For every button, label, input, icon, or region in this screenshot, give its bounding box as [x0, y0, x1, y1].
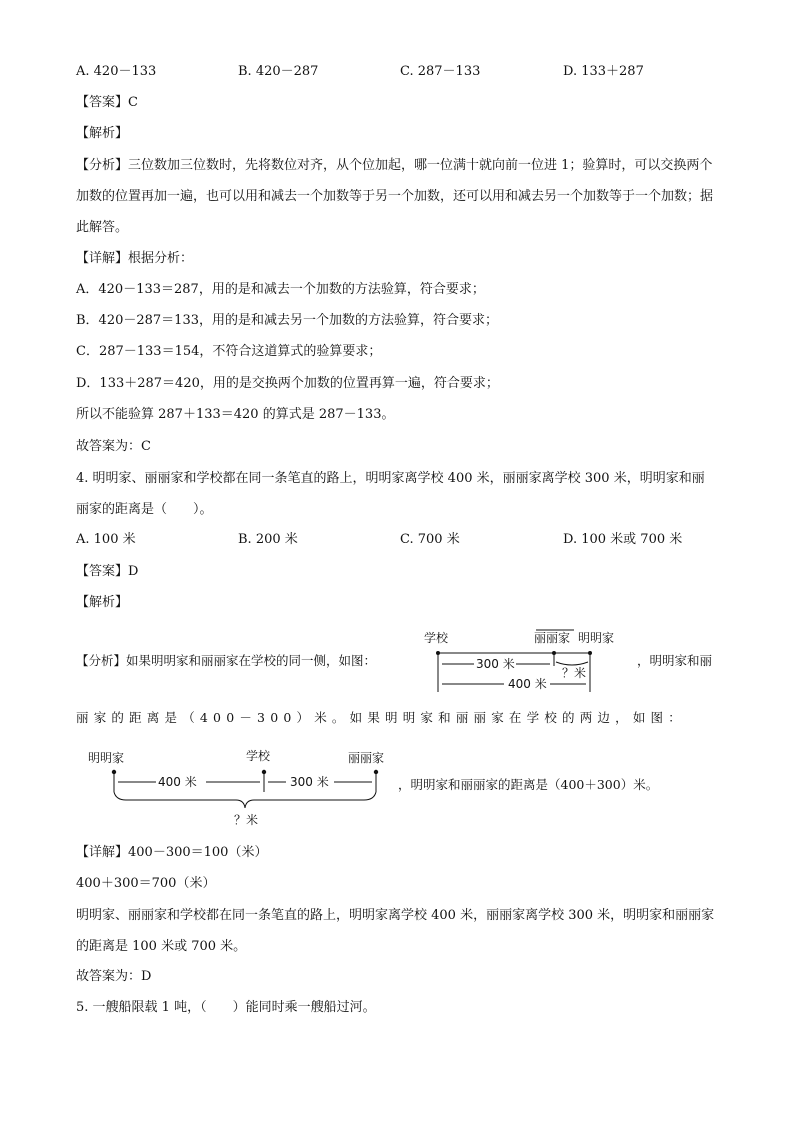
q3-detail-conclusion: 所以不能验算 287＋133＝420 的算式是 287－133。: [76, 407, 395, 422]
opposite-sides-diagram: [86, 740, 396, 830]
diagram1-seg-300: 300 米: [476, 657, 515, 671]
q4-analysis-label: 【解析】: [76, 595, 129, 610]
diagram2-brace: [114, 792, 376, 808]
q3-option-d: D. 133＋287: [563, 64, 644, 79]
diagram1-seg-q: ？米: [562, 666, 587, 680]
diagram1-seg-400: 400 米: [508, 677, 547, 691]
diagram2-seg-q: ？米: [234, 813, 259, 827]
q3-fenxi: 【分析】三位数加三位数时，先将数位对齐，从个位加起，哪一位满十就向前一位进 1；验算时，可以交换两个加数的位置再加一遍，也可以用和减去一个加数等于另一个加数，还可以用和减去另一个加数等于一个加数；据此解答。: [76, 158, 714, 235]
q4-option-b: B. 200 米: [238, 532, 298, 547]
same-side-diagram: [420, 624, 630, 696]
diagram2-seg-400: 400 米: [158, 775, 197, 789]
q4-fenxi-part2: 丽家的距离是（400－300）米。如果明明家和丽丽家在学校的两边，如图：: [76, 710, 686, 725]
q3-detail-line-c: C．287－133＝154，不符合这道算式的验算要求；: [76, 344, 382, 359]
q3-detail-line-b: B．420－287＝133，用的是和减去另一个加数的方法验算，符合要求；: [76, 313, 498, 328]
q3-option-b: B. 420－287: [238, 64, 319, 79]
q4-option-c: C. 700 米: [400, 532, 460, 547]
q4-fenxi-part1: 【分析】如果明明家和丽丽家在学校的同一侧，如图：: [76, 653, 377, 668]
q3-detail-intro: 【详解】根据分析：: [76, 251, 194, 266]
q4-conclusion: 明明家、丽丽家和学校都在同一条笔直的路上，明明家离学校 400 米，丽丽家离学校 300 米，明明家和丽丽家的距离是 100 米或 700 米。: [76, 908, 715, 954]
q3-detail-line-d: D．133＋287＝420，用的是交换两个加数的位置再算一遍，符合要求；: [76, 376, 499, 391]
q4-option-d: D. 100 米或 700 米: [563, 532, 683, 547]
diagram1-school-label: 学校: [424, 631, 449, 645]
q3-option-c: C. 287－133: [400, 64, 481, 79]
diagram2-school-label: 学校: [246, 749, 271, 763]
q4-answer: 【答案】D: [76, 564, 139, 579]
q4-fenxi-part3: ，明明家和丽丽家的距离是（400＋300）米。: [398, 777, 659, 792]
q3-analysis-label: 【解析】: [76, 126, 129, 141]
q4-final-answer: 故答案为：D: [76, 969, 152, 984]
q3-option-a: A. 420－133: [76, 64, 157, 79]
q3-final-answer: 故答案为：C: [76, 439, 151, 454]
q4-detail-1: 【详解】400－300＝100（米）: [76, 845, 268, 860]
q4-option-a: A. 100 米: [76, 532, 136, 547]
diagram2-mingming-label: 明明家: [88, 751, 125, 765]
diagram2-lili-label: 丽丽家: [348, 751, 385, 765]
diagram2-seg-300: 300 米: [290, 775, 329, 789]
q4-question: 4. 明明家、丽丽家和学校都在同一条笔直的路上，明明家离学校 400 米，丽丽家离学校 300 米，明明家和丽丽家的距离是（ ）。: [76, 471, 705, 517]
q5-question: 5. 一艘船限载 1 吨，（ ）能同时乘一艘船过河。: [76, 1000, 376, 1015]
diagram1-mingming-label: 明明家: [578, 631, 615, 645]
q3-detail-line-a: A．420－133＝287，用的是和减去一个加数的方法验算，符合要求；: [76, 282, 485, 297]
diagram1-lili-label: 丽丽家: [534, 631, 571, 645]
q3-answer: 【答案】C: [76, 95, 138, 110]
q4-fenxi-part1-tail: ，明明家和丽: [637, 653, 713, 668]
q4-detail-2: 400＋300＝700（米）: [76, 876, 216, 891]
